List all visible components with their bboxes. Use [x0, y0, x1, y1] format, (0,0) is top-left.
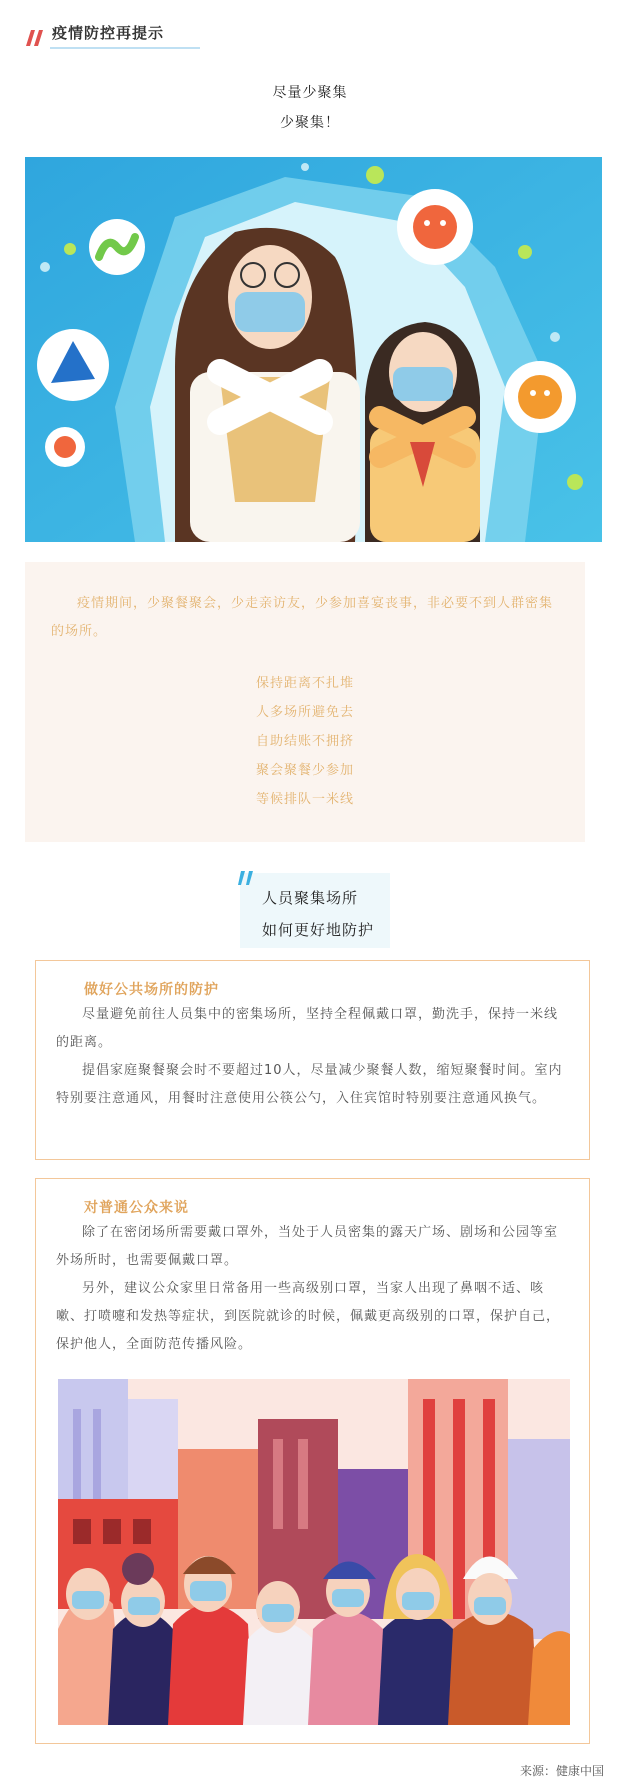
tips-box — [25, 562, 585, 842]
tips-paragraph: 疫情期间，少聚餐聚会，少走亲访友，少参加喜宴丧事，非必要不到人群密集的场所。 — [51, 596, 554, 639]
header-underline — [50, 47, 200, 49]
card-title: 对普通公众来说 — [84, 1200, 189, 1216]
intro-line-1: 尽量少聚集 — [272, 85, 348, 101]
tip-line: 保持距离不扎堆 — [255, 676, 354, 691]
card-paragraph: 尽量避免前往人员集中的密集场所，坚持全程佩戴口罩，勤洗手，保持一米线的距离。 — [56, 1007, 559, 1050]
slash-mark-icon — [26, 30, 46, 46]
students-illustration — [25, 157, 602, 542]
tip-line: 聚会聚餐少参加 — [255, 763, 354, 778]
tip-line: 等候排队一米线 — [255, 792, 354, 807]
source-credit: 来源：健康中国 — [519, 1764, 604, 1778]
crowd-illustration — [58, 1379, 570, 1725]
quote-mark-icon — [238, 871, 254, 885]
tip-line: 自助结账不拥挤 — [255, 734, 354, 749]
section-heading-line-2: 如何更好地防护 — [262, 921, 375, 939]
card-paragraph: 另外，建议公众家里日常备用一些高级别口罩，当家人出现了鼻咽不适、咳嗽、打喷嚏和发热等症状，到医院就诊的时候，佩戴更高级别的口罩，保护自己，保护他人，全面防范传播风险。 — [56, 1281, 561, 1352]
header-title: 疫情防控再提示 — [52, 24, 165, 42]
section-heading-line-1: 人员聚集场所 — [262, 889, 359, 907]
card-paragraph: 提倡家庭聚餐聚会时不要超过10人，尽量减少聚餐人数，缩短聚餐时间。室内特别要注意通风，用餐时注意使用公筷公勺，入住宾馆时特别要注意通风换气。 — [56, 1063, 563, 1106]
tips-lines — [25, 669, 585, 814]
tip-line: 人多场所避免去 — [255, 705, 354, 720]
general-public-card — [35, 1178, 590, 1744]
card-paragraph: 除了在密闭场所需要戴口罩外，当处于人员密集的露天广场、剧场和公园等室外场所时，也需要佩戴口罩。 — [56, 1225, 559, 1268]
intro-line-2: 少聚集！ — [280, 115, 340, 131]
public-places-card — [35, 960, 590, 1160]
card-title: 做好公共场所的防护 — [84, 982, 219, 998]
